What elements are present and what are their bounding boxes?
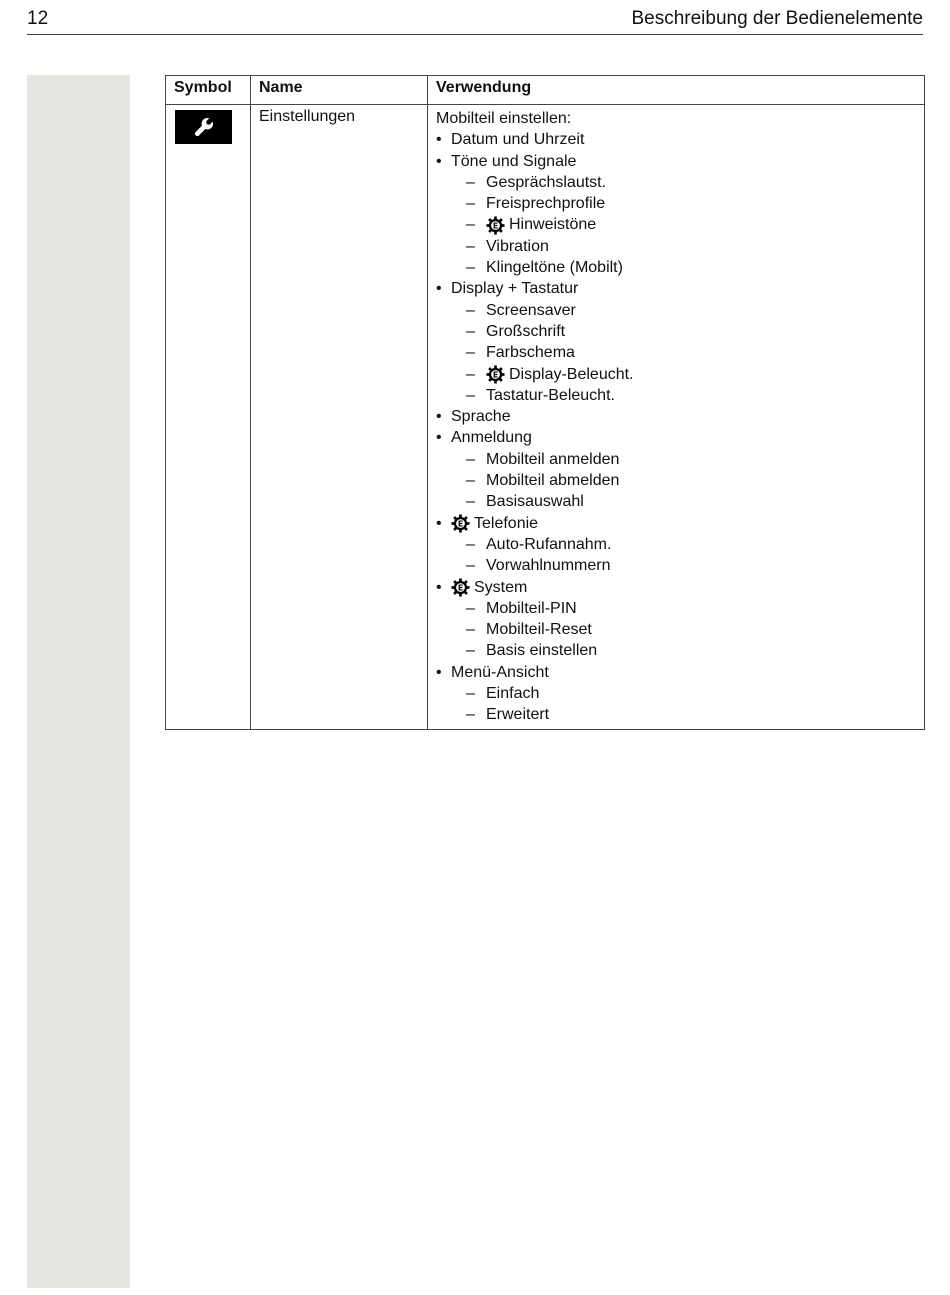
usage-intro: Mobilteil einstellen:	[436, 110, 572, 127]
menu-item	[436, 577, 916, 598]
usage-cell	[428, 105, 925, 730]
column-header-usage: Verwendung	[428, 76, 925, 105]
dash-marker: –	[466, 557, 475, 575]
bullet-marker: •	[436, 152, 442, 170]
submenu-item	[436, 364, 916, 385]
table-row	[166, 105, 925, 730]
dash-marker: –	[466, 195, 475, 213]
submenu-item-label: Screensaver	[486, 301, 576, 319]
menu-item-label: System	[474, 578, 528, 596]
menu-item-label: Telefonie	[474, 514, 539, 532]
submenu-item	[436, 300, 916, 321]
submenu-item	[436, 619, 916, 640]
submenu-item	[436, 704, 916, 725]
submenu-item-label: Basisauswahl	[486, 493, 584, 511]
submenu-item-label: Einfach	[486, 685, 540, 703]
submenu-item-label: Großschrift	[486, 322, 566, 340]
submenu-item-label: Vorwahlnummern	[486, 557, 611, 575]
submenu-item	[436, 598, 916, 619]
menu-item	[436, 151, 916, 172]
submenu-item-label: Mobilteil-PIN	[486, 599, 577, 617]
dash-marker: –	[466, 365, 475, 383]
column-header-symbol: Symbol	[166, 76, 251, 105]
submenu-item	[436, 236, 916, 257]
bullet-marker: •	[436, 408, 442, 426]
menu-item-label: Anmeldung	[451, 429, 532, 447]
submenu-item-label: Mobilteil anmelden	[486, 450, 620, 468]
dash-marker: –	[466, 472, 475, 490]
submenu-item	[436, 449, 916, 470]
dash-marker: –	[466, 259, 475, 277]
expert-mode-gear-icon	[451, 578, 470, 597]
expert-mode-gear-icon	[486, 365, 505, 384]
bullet-marker: •	[436, 429, 442, 447]
submenu-item-label: Gesprächslautst.	[486, 173, 607, 191]
submenu-item	[436, 342, 916, 363]
dash-marker: –	[466, 493, 475, 511]
expert-mode-gear-icon	[451, 514, 470, 533]
menu-item-label: Display + Tastatur	[451, 280, 579, 298]
menu-item-label: Datum und Uhrzeit	[451, 131, 585, 149]
menu-item	[436, 278, 916, 299]
dash-marker: –	[466, 450, 475, 468]
bullet-marker: •	[436, 131, 442, 149]
menu-item-label: Sprache	[451, 408, 511, 426]
bullet-marker: •	[436, 280, 442, 298]
dash-marker: –	[466, 386, 475, 404]
wrench-icon	[193, 116, 215, 138]
submenu-item-label: Auto-Rufannahm.	[486, 535, 612, 553]
page-number: 12	[27, 8, 49, 29]
expert-mode-gear-icon	[486, 216, 505, 235]
dash-marker: –	[466, 173, 475, 191]
menu-item	[436, 129, 916, 150]
submenu-item	[436, 172, 916, 193]
bullet-marker: •	[436, 578, 442, 596]
name-cell: Einstellungen	[251, 105, 428, 730]
submenu-item-label: Farbschema	[486, 344, 575, 362]
dash-marker: –	[466, 621, 475, 639]
dash-marker: –	[466, 685, 475, 703]
submenu-item	[436, 470, 916, 491]
submenu-item	[436, 491, 916, 512]
submenu-item	[436, 214, 916, 235]
submenu-item-label: Display-Beleucht.	[509, 365, 634, 383]
dash-marker: –	[466, 535, 475, 553]
table-header-row	[166, 76, 925, 105]
side-margin-bar	[27, 75, 130, 1288]
page-header	[27, 6, 923, 35]
dash-marker: –	[466, 642, 475, 660]
dash-marker: –	[466, 599, 475, 617]
bullet-marker: •	[436, 663, 442, 681]
submenu-item-label: Basis einstellen	[486, 642, 598, 660]
submenu-item	[436, 193, 916, 214]
submenu-item	[436, 321, 916, 342]
menu-item	[436, 513, 916, 534]
dash-marker: –	[466, 344, 475, 362]
dash-marker: –	[466, 216, 475, 234]
dash-marker: –	[466, 322, 475, 340]
menu-item-label: Menü-Ansicht	[451, 663, 549, 681]
dash-marker: –	[466, 237, 475, 255]
submenu-item-label: Tastatur-Beleucht.	[486, 386, 615, 404]
submenu-item	[436, 555, 916, 576]
controls-table	[165, 75, 925, 730]
usage-list	[436, 129, 916, 725]
submenu-item-label: Mobilteil-Reset	[486, 621, 592, 639]
dash-marker: –	[466, 301, 475, 319]
menu-item	[436, 427, 916, 448]
submenu-item	[436, 640, 916, 661]
submenu-item	[436, 257, 916, 278]
submenu-item-label: Klingeltöne (Mobilt)	[486, 259, 623, 277]
submenu-item-label: Hinweistöne	[509, 216, 597, 234]
submenu-item	[436, 683, 916, 704]
menu-item	[436, 662, 916, 683]
chapter-title: Beschreibung der Bedienelemente	[631, 8, 923, 29]
submenu-item-label: Erweitert	[486, 706, 550, 724]
menu-item	[436, 406, 916, 427]
submenu-item-label: Vibration	[486, 237, 549, 255]
column-header-name: Name	[251, 76, 428, 105]
submenu-item	[436, 534, 916, 555]
submenu-item	[436, 385, 916, 406]
menu-item-label: Töne und Signale	[451, 152, 577, 170]
symbol-cell	[166, 105, 251, 730]
submenu-item-label: Freisprechprofile	[486, 195, 606, 213]
settings-symbol	[175, 110, 232, 144]
submenu-item-label: Mobilteil abmelden	[486, 472, 620, 490]
dash-marker: –	[466, 706, 475, 724]
bullet-marker: •	[436, 514, 442, 532]
